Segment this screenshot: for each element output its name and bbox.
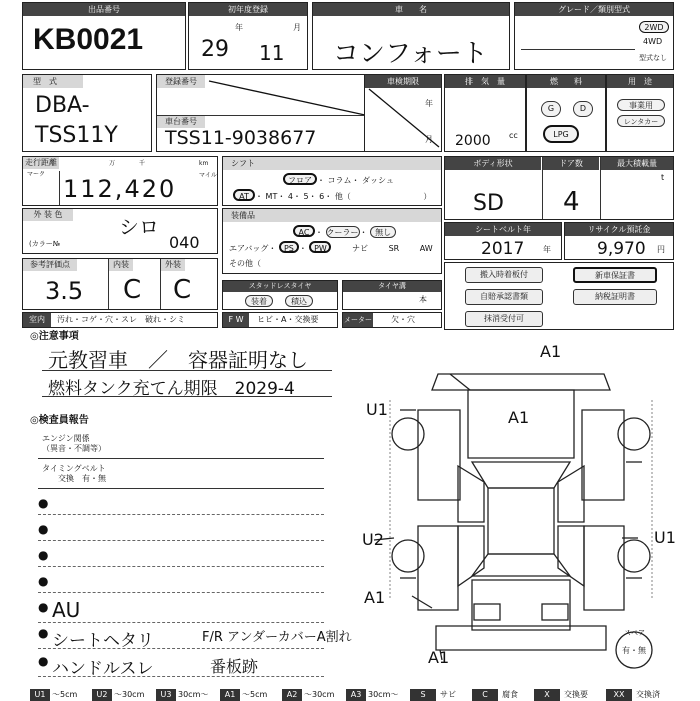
registration-number-label: 登録番号 bbox=[157, 75, 205, 88]
month-label: 月 bbox=[293, 23, 301, 32]
equip-none: 無し bbox=[370, 226, 396, 238]
cc-label: cc bbox=[509, 131, 518, 140]
shift-mt: MT bbox=[265, 192, 278, 201]
doc-cancellation: 抹消受付可 bbox=[465, 311, 543, 327]
lot-number: KB0021 bbox=[33, 23, 144, 56]
first-registration-box bbox=[188, 2, 308, 70]
score-box bbox=[22, 258, 218, 310]
studless-label: スタッドレスタイヤ bbox=[223, 281, 337, 292]
year-label: 年 bbox=[235, 23, 243, 32]
mark-front-bumper: A1 bbox=[540, 342, 562, 361]
equip-ps: PS bbox=[279, 241, 299, 253]
fw-row-label: F W bbox=[223, 313, 249, 327]
shift-label: シフト bbox=[223, 157, 441, 170]
legend-key-xx: XX bbox=[606, 689, 632, 701]
shift-floor: フロア bbox=[283, 173, 317, 185]
equip-cooler: クーラー bbox=[326, 228, 359, 237]
model-type-box bbox=[22, 74, 152, 152]
unit-man: 万 bbox=[109, 160, 116, 167]
mileage-box bbox=[22, 156, 218, 206]
shift-box bbox=[222, 156, 442, 206]
color-box bbox=[22, 208, 218, 254]
first-registration-year: 29 bbox=[201, 37, 229, 62]
model-name-box bbox=[312, 2, 510, 70]
tire-unit: 本 bbox=[419, 295, 427, 304]
ref-score-label: 参考評価点 bbox=[23, 259, 77, 271]
equipment-box bbox=[222, 208, 442, 274]
mileage-value: 112,420 bbox=[63, 175, 177, 203]
legend-key-a3: A3 bbox=[346, 689, 366, 701]
roof bbox=[488, 488, 554, 554]
door-value: 4 bbox=[563, 187, 580, 217]
legend-val-xx: 交換済 bbox=[636, 690, 660, 699]
model-type-label: 型 式 bbox=[23, 75, 83, 88]
fw-row bbox=[222, 312, 338, 328]
fuel-g: G bbox=[541, 101, 561, 117]
notes-label: ◎注意事項 bbox=[30, 331, 79, 342]
legend-val-u3: 30cm～ bbox=[178, 690, 209, 699]
inspection-month-label: 月 bbox=[425, 135, 433, 144]
chassis-label: 車台番号 bbox=[157, 116, 205, 128]
capacity-unit: t bbox=[661, 173, 665, 182]
timing-sub: 交換 有・無 bbox=[58, 474, 106, 483]
spare-value: 有・無 bbox=[622, 646, 646, 655]
rear-right-fender bbox=[584, 526, 624, 610]
meter-row-label: メーター bbox=[343, 313, 373, 327]
bullet-7-dot: ● bbox=[38, 654, 49, 668]
interior-score-value: C bbox=[123, 275, 142, 305]
seatbelt-value: 2017 bbox=[481, 239, 525, 259]
bullet-3: ● bbox=[38, 548, 49, 562]
recycle-label: リサイクル預託金 bbox=[565, 223, 673, 236]
color-number-label: (カラー№ bbox=[29, 240, 61, 248]
meter-row-items: 欠・穴 bbox=[391, 315, 415, 324]
equip-aw: AW bbox=[419, 244, 433, 253]
equipment-row-1: AC ・ クーラー・ 無し bbox=[293, 225, 396, 238]
equip-pw: PW bbox=[309, 241, 331, 253]
recycle-unit: 円 bbox=[657, 245, 665, 254]
legend-key-a1: A1 bbox=[220, 689, 240, 701]
legend-val-s: サビ bbox=[440, 690, 456, 699]
unit-km: km bbox=[199, 160, 209, 167]
mark-rear-bumper: A1 bbox=[428, 648, 450, 667]
legend-val-a2: ～30cm bbox=[304, 690, 335, 699]
notes-line-2: 燃料タンク充てん期限 2029-4 bbox=[48, 379, 295, 399]
displacement-box bbox=[444, 74, 526, 152]
model-type-prefix: DBA- bbox=[35, 93, 90, 118]
equip-airbag: エアバッグ bbox=[229, 244, 269, 253]
legend-key-s: S bbox=[410, 689, 436, 701]
grade-label: グレード／類別型式 bbox=[515, 3, 673, 16]
studless-loaded: 積込 bbox=[285, 295, 313, 307]
rear-left-wheel bbox=[392, 540, 424, 572]
grade-box bbox=[514, 2, 674, 70]
spare-label: スペア bbox=[624, 629, 645, 637]
bullet-7: ハンドルスレ bbox=[52, 659, 154, 679]
engine-sub: （異音・不調等） bbox=[42, 444, 106, 453]
registration-box bbox=[156, 74, 366, 152]
legend-val-u2: ～30cm bbox=[114, 690, 145, 699]
legend-key-u2: U2 bbox=[92, 689, 112, 701]
fuel-lpg: LPG bbox=[543, 125, 579, 143]
unit-sen: 千 bbox=[139, 160, 146, 167]
bullet-2: ● bbox=[38, 522, 49, 536]
legend-bar bbox=[30, 689, 680, 701]
legend-val-a3: 30cm～ bbox=[368, 690, 399, 699]
shift-row-2: AT ・ MT・ 4・ 5・ 6・ 他（ ） bbox=[233, 189, 431, 202]
drive-2wd: 2WD bbox=[639, 21, 669, 33]
note-under-cover: F/R アンダーカバーA割れ bbox=[202, 630, 352, 645]
fuel-box bbox=[526, 74, 606, 152]
timing-label: タイミングベルト bbox=[42, 464, 106, 473]
rear-left-fender bbox=[418, 526, 458, 610]
front-bumper bbox=[432, 374, 610, 390]
rear-window bbox=[472, 554, 570, 576]
lot-number-label: 出品番号 bbox=[23, 3, 185, 16]
color-number: 040 bbox=[169, 233, 200, 252]
mileage-label: 走行距離 bbox=[25, 158, 57, 167]
bullet-4: ● bbox=[38, 574, 49, 588]
displacement-label: 排 気 量 bbox=[445, 75, 525, 88]
model-code: TSS11Y bbox=[35, 123, 118, 148]
shift-6: 6 bbox=[319, 192, 325, 201]
shift-4: 4 bbox=[287, 192, 293, 201]
shift-other: 他（ bbox=[334, 192, 351, 201]
rear-right-door bbox=[558, 526, 584, 586]
bullet-6-dot: ● bbox=[38, 626, 49, 640]
fuel-label: 燃 料 bbox=[527, 75, 605, 88]
mark-left-front: U1 bbox=[366, 400, 388, 419]
doc-insurance: 自賠承認書類 bbox=[465, 289, 543, 305]
interior-row-label: 室内 bbox=[23, 313, 51, 327]
drive-none: 型式なし bbox=[639, 54, 667, 62]
door-label: ドア数 bbox=[543, 157, 599, 170]
model-name-label: 車 名 bbox=[313, 3, 509, 16]
meter-label: マーク bbox=[27, 171, 46, 178]
legend-val-u1: ～5cm bbox=[52, 690, 78, 699]
tire-box bbox=[342, 280, 442, 310]
legend-key-u3: U3 bbox=[156, 689, 176, 701]
inspection-label: 車検期限 bbox=[365, 75, 441, 88]
color-label: 外 装 色 bbox=[23, 209, 73, 221]
doc-new-car-warranty: 新車保証書 bbox=[573, 267, 657, 283]
meter-row bbox=[342, 312, 442, 328]
front-left-fender bbox=[418, 410, 460, 500]
mark-left-rear: U2 bbox=[362, 530, 384, 549]
model-name: コンフォート bbox=[333, 39, 488, 69]
equipment-other: その他（ bbox=[229, 259, 261, 268]
doc-tax-certificate: 納税証明書 bbox=[573, 289, 657, 305]
documents-box bbox=[444, 262, 674, 330]
rear-plate bbox=[474, 604, 500, 620]
displacement-value: 2000 bbox=[455, 133, 491, 149]
inspector-label: ◎検査員報告 bbox=[30, 415, 89, 426]
usage-box bbox=[606, 74, 674, 152]
body-type-value: SD bbox=[473, 191, 504, 216]
doc-carry-in-plate: 搬入時着板付 bbox=[465, 267, 543, 283]
interior-row-items: 汚れ・コゲ・穴・スレ 破れ・シミ bbox=[57, 315, 185, 324]
usage-label: 用 途 bbox=[607, 75, 673, 88]
engine-label: エンジン関係 bbox=[42, 434, 90, 443]
front-right-wheel bbox=[618, 418, 650, 450]
inspector-section bbox=[30, 416, 360, 686]
mark-left-rear-fender: A1 bbox=[364, 588, 386, 607]
bullet-5: AU bbox=[52, 598, 81, 622]
equipment-label: 装備品 bbox=[223, 209, 441, 222]
legend-val-c: 腐食 bbox=[502, 690, 518, 699]
first-registration-month: 11 bbox=[259, 41, 285, 65]
first-registration-label: 初年度登録 bbox=[189, 3, 307, 16]
color-value: シロ bbox=[119, 215, 159, 239]
fuel-d: D bbox=[573, 101, 593, 117]
windshield bbox=[472, 462, 570, 488]
ref-score-value: 3.5 bbox=[45, 277, 84, 305]
body-type-box bbox=[444, 156, 674, 220]
shift-5: 5 bbox=[303, 192, 309, 201]
notes-section bbox=[30, 332, 330, 402]
equip-navi: ナビ bbox=[352, 244, 369, 253]
recycle-value: 9,970 bbox=[597, 239, 646, 259]
rear-right-wheel bbox=[618, 540, 650, 572]
legend-key-u1: U1 bbox=[30, 689, 50, 701]
bullet-6: シートヘタリ bbox=[52, 631, 154, 651]
shift-other-close: ） bbox=[423, 192, 432, 201]
notes-line-1: 元教習車 ／ 容器証明なし bbox=[48, 348, 308, 372]
bullet-5-dot: ● bbox=[38, 600, 49, 614]
legend-val-x: 交換要 bbox=[564, 690, 588, 699]
drive-4wd: 4WD bbox=[643, 37, 663, 46]
inspection-box bbox=[364, 74, 442, 152]
inspection-year-label: 年 bbox=[425, 99, 433, 108]
lot-number-box bbox=[22, 2, 186, 70]
studless-box bbox=[222, 280, 338, 310]
fw-row-items: ヒビ・A・交換要 bbox=[257, 315, 319, 324]
usage-rental: レンタカー bbox=[617, 115, 665, 127]
capacity-label: 最大積載量 bbox=[601, 157, 673, 170]
shift-row-1: フロア ・ コラム・ ダッシュ bbox=[283, 173, 394, 186]
body-type-label: ボディ形状 bbox=[445, 157, 541, 170]
legend-key-c: C bbox=[472, 689, 498, 701]
note-plate-mark: 番板跡 bbox=[210, 657, 259, 676]
seatbelt-box bbox=[444, 222, 562, 260]
chassis-number: TSS11-9038677 bbox=[165, 127, 317, 149]
legend-key-x: X bbox=[534, 689, 560, 701]
tire-label: タイヤ溝 bbox=[343, 281, 441, 292]
rear-left-door bbox=[458, 526, 484, 586]
front-right-fender bbox=[582, 410, 624, 500]
equipment-row-2: エアバッグ・ PS ・ PW ナビ SR AW bbox=[229, 241, 433, 254]
legend-val-a1: ～5cm bbox=[242, 690, 268, 699]
usage-business: 事業用 bbox=[617, 99, 665, 111]
trunk bbox=[472, 580, 570, 630]
grade-line bbox=[521, 49, 635, 50]
exterior-score-value: C bbox=[173, 275, 192, 305]
shift-column: コラム bbox=[327, 176, 352, 185]
equip-ac: AC bbox=[293, 225, 315, 237]
equip-sr: SR bbox=[388, 244, 400, 253]
bullet-1: ● bbox=[38, 496, 49, 510]
shift-dash: ダッシュ bbox=[362, 176, 394, 185]
shift-at: AT bbox=[233, 189, 255, 201]
legend-key-a2: A2 bbox=[282, 689, 302, 701]
exterior-score-label: 外装 bbox=[161, 259, 185, 271]
seatbelt-label: シートベルト年 bbox=[445, 223, 561, 236]
registration-strike bbox=[157, 75, 365, 115]
interior-row bbox=[22, 312, 218, 328]
interior-score-label: 内装 bbox=[109, 259, 133, 271]
unit-mile: マイル bbox=[199, 172, 217, 179]
front-left-wheel bbox=[392, 418, 424, 450]
seatbelt-unit: 年 bbox=[543, 245, 551, 254]
studless-mounted: 装着 bbox=[245, 295, 273, 307]
mark-hood: A1 bbox=[508, 408, 530, 427]
mark-right-rear: U1 bbox=[654, 528, 676, 547]
recycle-box bbox=[564, 222, 674, 260]
